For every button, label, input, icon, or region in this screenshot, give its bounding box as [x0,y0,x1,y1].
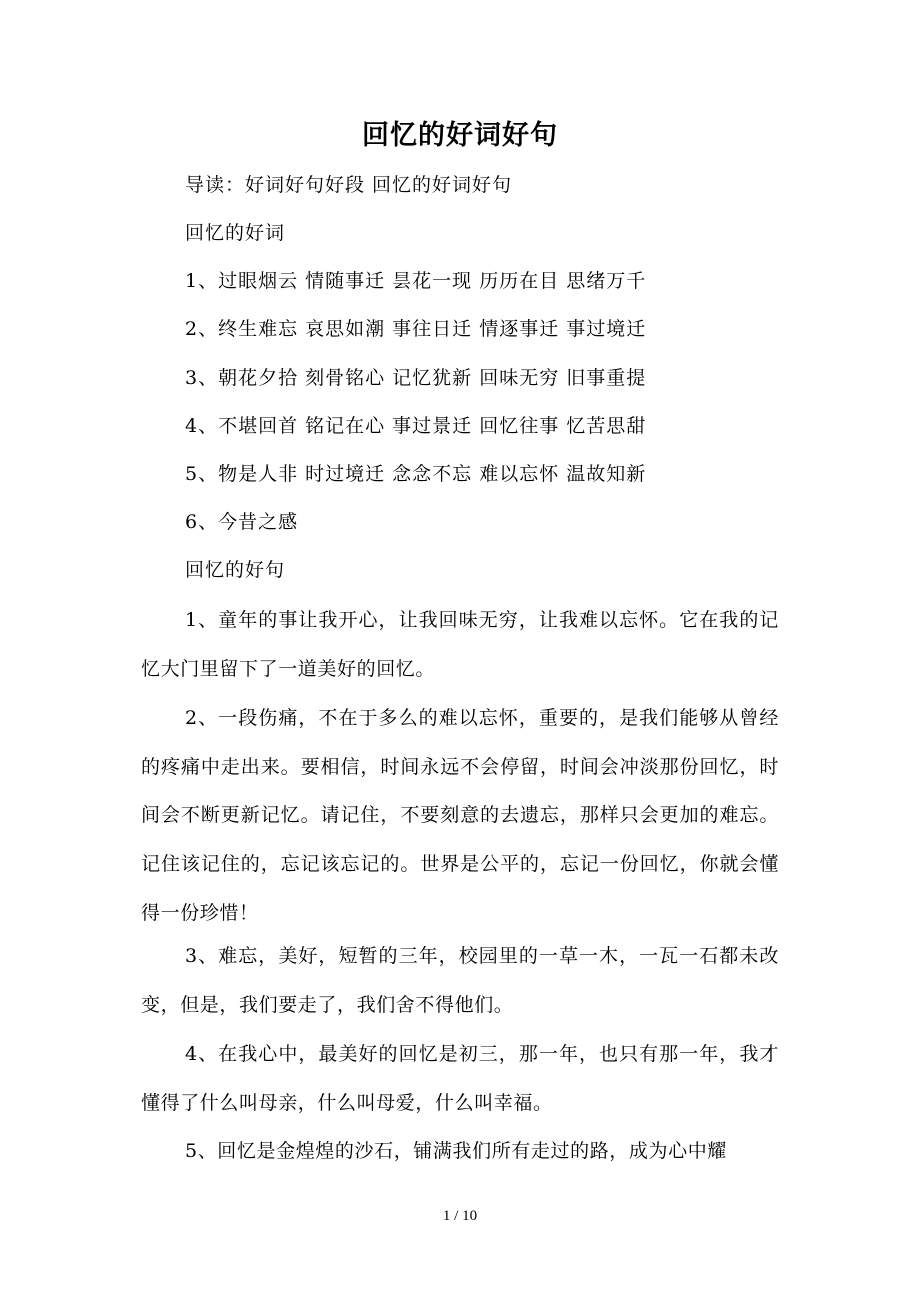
sentence-paragraph: 3、难忘，美好，短暂的三年，校园里的一草一木，一瓦一石都未改变，但是，我们要走了，我们舍不得他们。 [141,945,779,1016]
word-list-item: 5、物是人非 时过境迁 念念不忘 难以忘怀 温故知新 [185,463,647,485]
sentences-heading: 回忆的好句 [185,559,286,581]
intro-line: 导读：好词好句好段 回忆的好词好句 [185,174,513,196]
words-heading: 回忆的好词 [185,222,286,244]
word-list-item: 6、今昔之感 [185,511,299,533]
word-list-item: 2、终生难忘 哀思如潮 事往日迁 情逐事迁 事过境迁 [185,318,647,340]
sentence-paragraph: 4、在我心中，最美好的回忆是初三，那一年，也只有那一年，我才懂得了什么叫母亲，什么叫母爱，什么叫幸福。 [141,1043,779,1114]
sentence-paragraph: 2、一段伤痛，不在于多么的难以忘怀，重要的，是我们能够从曾经的疼痛中走出来。要相信，时间永远不会停留，时间会冲淡那份回忆，时间会不断更新记忆。请记住，不要刻意的去遗忘，那样只会更加的难忘。记住该记住的，忘记该忘记的。世界是公平的，忘记一份回忆，你就会懂得一份珍惜！ [141,707,779,924]
page-number: 1 / 10 [442,1208,478,1224]
sentence-paragraph: 1、童年的事让我开心，让我回味无穷，让我难以忘怀。它在我的记忆大门里留下了一道美好的回忆。 [141,609,779,680]
word-list-item: 4、不堪回首 铭记在心 事过景迁 回忆往事 忆苦思甜 [185,415,647,437]
word-list-item: 3、朝花夕拾 刻骨铭心 记忆犹新 回味无穷 旧事重提 [185,367,647,389]
sentence-paragraph: 5、回忆是金煌煌的沙石，铺满我们所有走过的路，成为心中耀 [185,1140,727,1162]
word-list-item: 1、过眼烟云 情随事迁 昙花一现 历历在目 思绪万千 [185,270,647,292]
document-title: 回忆的好词好句 [362,120,558,151]
